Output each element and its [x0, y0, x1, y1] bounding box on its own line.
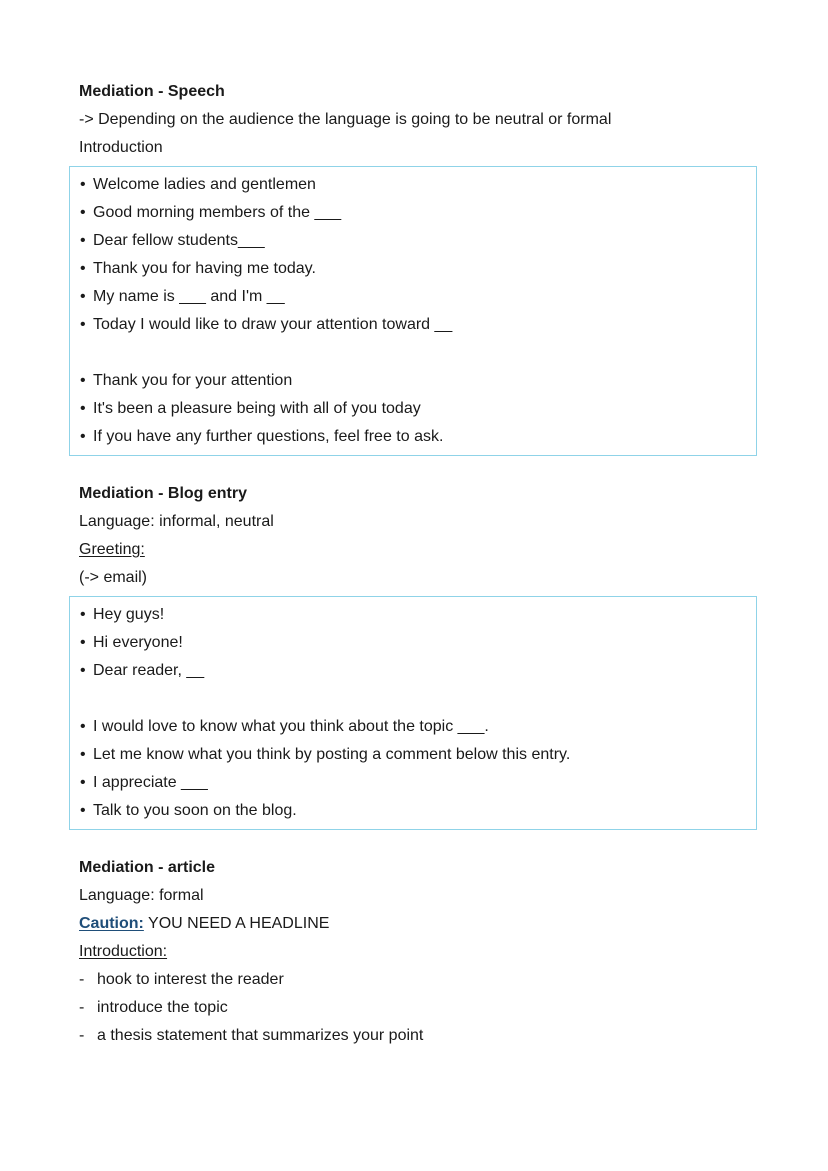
speech-intro-label: Introduction: [79, 139, 163, 156]
spacer: [80, 339, 756, 367]
blog-email-note: (-> email): [79, 569, 148, 586]
list-item-text: introduce the topic: [97, 999, 228, 1016]
blog-language: Language: informal, neutral: [79, 513, 274, 530]
dash-marker: -: [79, 999, 85, 1016]
article-heading: Mediation - article: [79, 859, 216, 876]
article-intro-label: Introduction:: [79, 943, 168, 960]
list-item: • Let me know what you think by posting a comment below this entry.: [80, 741, 756, 769]
dash-marker: -: [79, 1027, 85, 1044]
list-item: • Welcome ladies and gentlemen: [80, 171, 756, 199]
document-page: [79, 78, 759, 1050]
caution-text: YOU NEED A HEADLINE: [143, 915, 330, 932]
list-item: • Hey guys!: [80, 601, 756, 629]
dash-marker: -: [79, 971, 85, 988]
list-item: • Hi everyone!: [80, 629, 756, 657]
list-item: • If you have any further questions, feel free to ask.: [80, 423, 756, 451]
speech-note: -> Depending on the audience the language is going to be neutral or formal: [79, 111, 612, 128]
article-caution-line: [79, 910, 759, 938]
list-item: • I would love to know what you think about the topic ___.: [80, 713, 756, 741]
speech-phrases-box: [69, 166, 757, 456]
list-item: • Thank you for your attention: [80, 367, 756, 395]
spacer: [80, 685, 756, 713]
article-language: Language: formal: [79, 887, 204, 904]
list-item: • Good morning members of the ___: [80, 199, 756, 227]
list-item: [79, 966, 759, 994]
list-item: • Thank you for having me today.: [80, 255, 756, 283]
list-item: [79, 994, 759, 1022]
list-item: • I appreciate ___: [80, 769, 756, 797]
list-item: • Dear reader, __: [80, 657, 756, 685]
list-item: • Talk to you soon on the blog.: [80, 797, 756, 825]
list-item: • It's been a pleasure being with all of you today: [80, 395, 756, 423]
list-item-text: hook to interest the reader: [97, 971, 284, 988]
section-gap: [79, 830, 759, 854]
caution-label: Caution:: [79, 915, 144, 932]
list-item: [79, 1022, 759, 1050]
speech-heading: Mediation - Speech: [79, 83, 225, 100]
list-item-text: a thesis statement that summarizes your point: [97, 1027, 424, 1044]
blog-heading: Mediation - Blog entry: [79, 485, 247, 502]
blog-greeting-label: Greeting:: [79, 541, 145, 558]
list-item: • Dear fellow students___: [80, 227, 756, 255]
list-item: • Today I would like to draw your attention toward __: [80, 311, 756, 339]
section-gap: [79, 456, 759, 480]
list-item: • My name is ___ and I'm __: [80, 283, 756, 311]
blog-phrases-box: [69, 596, 757, 830]
